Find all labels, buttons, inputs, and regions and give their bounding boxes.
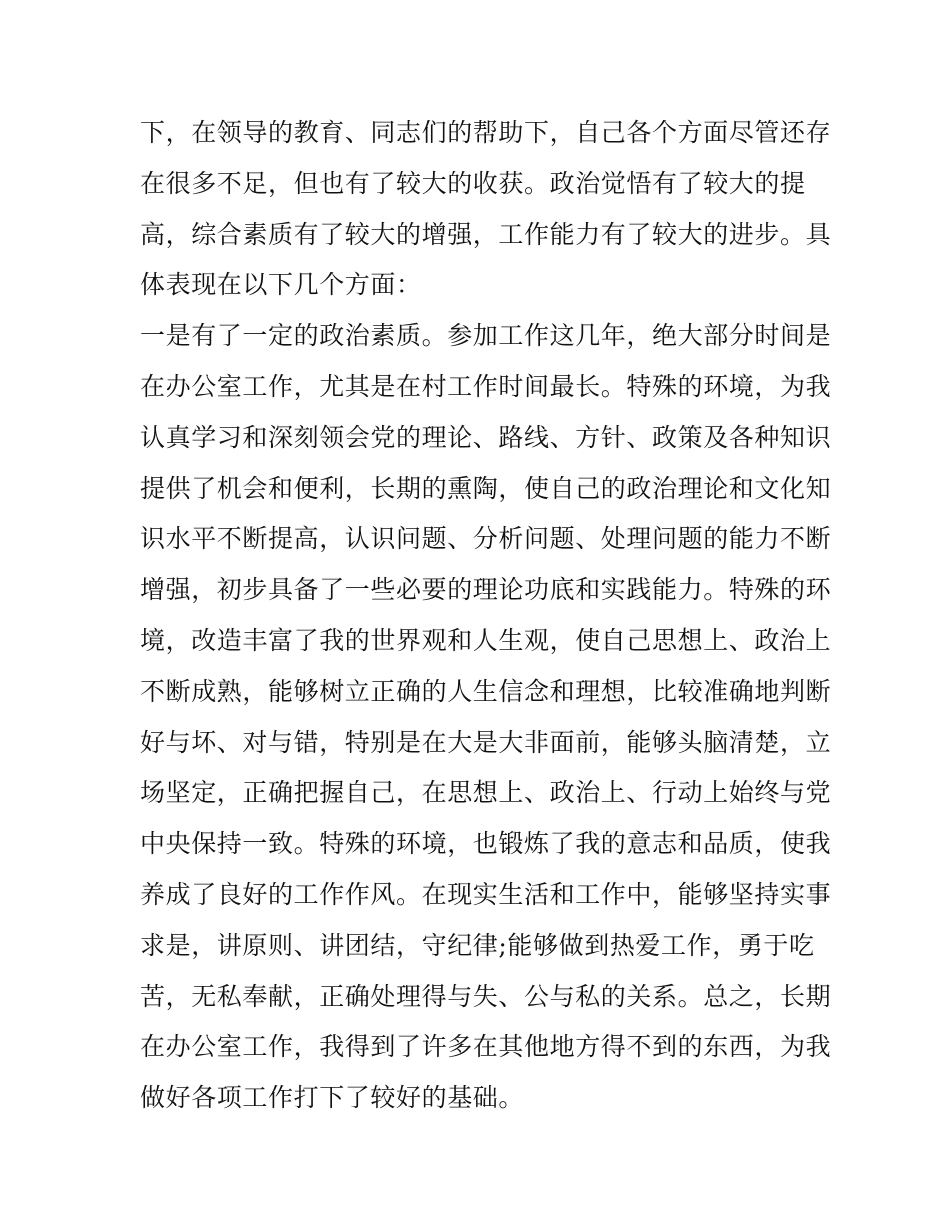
text-line: 场坚定，正确把握自己，在思想上、政治上、行动上始终与党 (140, 778, 832, 808)
text-line: 养成了良好的工作作风。在现实生活和工作中，能够坚持实事 (140, 879, 832, 909)
text-line: 高，综合素质有了较大的增强，工作能力有了较大的进步。具 (140, 219, 832, 249)
body-text (140, 108, 830, 1124)
text-line: 识水平不断提高，认识问题、分析问题、处理问题的能力不断 (140, 524, 832, 554)
text-line: 做好各项工作打下了较好的基础。 (140, 1083, 525, 1113)
text-line: 求是，讲原则、讲团结，守纪律;能够做到热爱工作，勇于吃 (140, 930, 815, 960)
text-line: 提供了机会和便利，长期的熏陶，使自己的政治理论和文化知 (140, 473, 832, 503)
text-line: 苦，无私奉献，正确处理得与失、公与私的关系。总之，长期 (140, 981, 832, 1011)
text-line: 体表现在以下几个方面： (140, 270, 422, 300)
text-line: 好与坏、对与错，特别是在大是大非面前，能够头脑清楚，立 (140, 727, 832, 757)
text-line: 一是有了一定的政治素质。参加工作这几年，绝大部分时间是 (140, 321, 832, 351)
text-line: 在办公室工作，尤其是在村工作时间最长。特殊的环境，为我 (140, 371, 832, 401)
text-line: 认真学习和深刻领会党的理论、路线、方针、政策及各种知识 (140, 422, 832, 452)
text-line: 在办公室工作，我得到了许多在其他地方得不到的东西，为我 (140, 1032, 832, 1062)
text-line: 在很多不足，但也有了较大的收获。政治觉悟有了较大的提 (140, 168, 806, 198)
text-line: 境，改造丰富了我的世界观和人生观，使自己思想上、政治上 (140, 625, 832, 655)
text-line: 不断成熟，能够树立正确的人生信念和理想，比较准确地判断 (140, 676, 832, 706)
text-line: 下，在领导的教育、同志们的帮助下，自己各个方面尽管还存 (140, 118, 832, 147)
text-line: 增强，初步具备了一些必要的理论功底和实践能力。特殊的环 (140, 575, 832, 605)
text-line: 中央保持一致。特殊的环境，也锻炼了我的意志和品质，使我 (140, 829, 832, 859)
